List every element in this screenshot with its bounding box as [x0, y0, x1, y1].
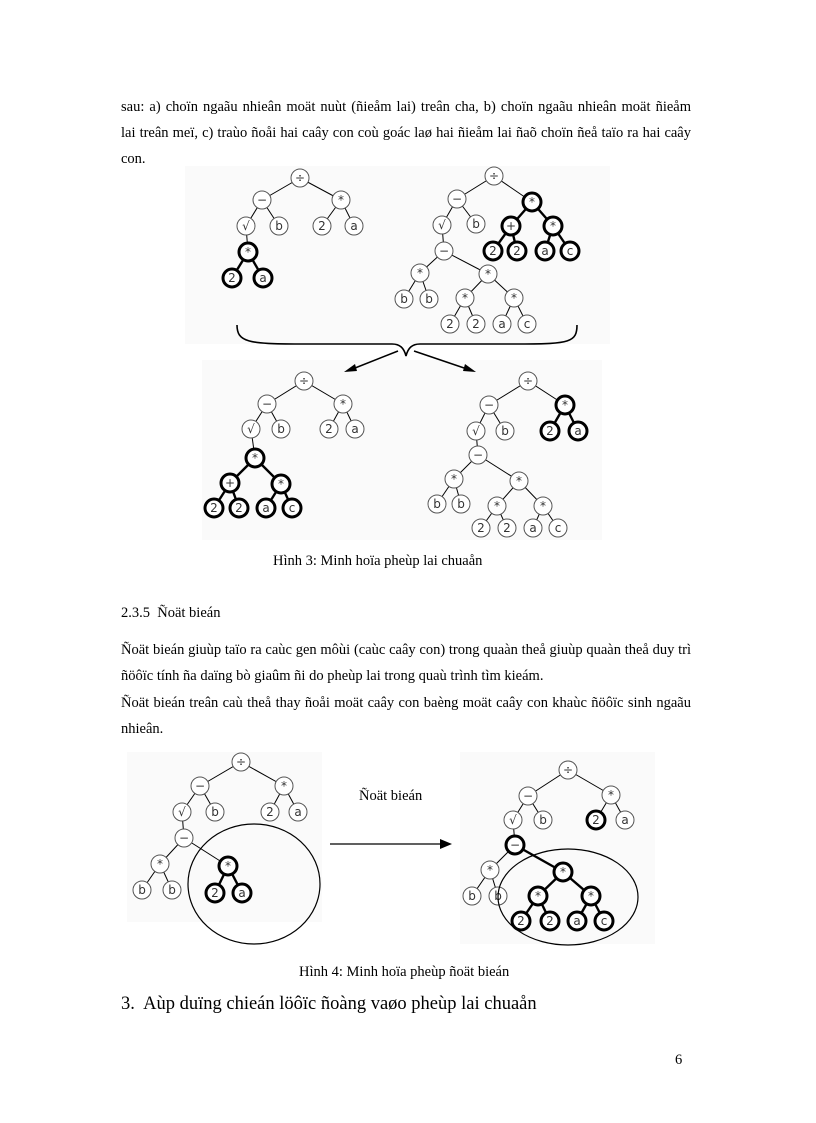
- tree-d-node-label: *: [451, 472, 457, 486]
- tree-b-node-label: c: [523, 317, 531, 331]
- tree-c-node-label: *: [340, 397, 346, 411]
- tree-b-node-multiply: [411, 264, 429, 282]
- tree-f-node-label: *: [588, 889, 594, 903]
- tree-e-node-multiply: [151, 855, 169, 873]
- tree-b-node-label: *: [550, 219, 556, 233]
- tree-c-node-c: [283, 499, 301, 517]
- tree-a-node-multiply: [332, 191, 350, 209]
- tree-a-node-label: a: [259, 271, 267, 285]
- tree-e-node-label: ÷: [235, 755, 247, 769]
- tree-b-node-a: [493, 315, 511, 333]
- page-number: 6: [675, 1052, 683, 1068]
- tree-e-node-sqrt: [173, 803, 191, 821]
- tree-b-node-label: *: [462, 291, 468, 305]
- tree-b-node-label: c: [566, 244, 574, 258]
- tree-a-node-b: [270, 217, 288, 235]
- tree-b-node-multiply: [523, 193, 541, 211]
- mutation-arrowhead: [440, 839, 452, 849]
- tree-f-node-c: [595, 912, 613, 930]
- tree-e-node-two: [206, 884, 224, 902]
- tree-b-node-label: a: [541, 244, 549, 258]
- tree-d-node-c: [549, 519, 567, 537]
- tree-f-node-b: [534, 811, 552, 829]
- tree-c-node-multiply: [272, 475, 290, 493]
- tree-c-node-two: [205, 499, 223, 517]
- tree-f-node-multiply: [602, 786, 620, 804]
- tree-c-node-label: ÷: [298, 374, 310, 388]
- tree-b-node-two: [508, 242, 526, 260]
- tree-d-node-a: [524, 519, 542, 537]
- tree-b-node-divide: [485, 167, 503, 185]
- mutation-p2-line-1: Ñoät bieán treân caù theå thay ñoåi moät caây con baèng moät caây con khaùc ñöôïc sinh ngaãu: [121, 695, 691, 711]
- tree-d-node-two: [472, 519, 490, 537]
- tree-b-node-label: 2: [513, 244, 521, 258]
- tree-b-node-label: b: [425, 292, 433, 306]
- tree-d-node-divide: [519, 372, 537, 390]
- tree-d-node-label: *: [540, 499, 546, 513]
- tree-a-node-sqrt: [237, 217, 255, 235]
- tree-e-node-minus: [175, 829, 193, 847]
- mutation-p2-line-2: nhieân.: [121, 721, 164, 737]
- tree-d-node-label: 2: [546, 424, 554, 438]
- tree-a-node-a: [254, 269, 272, 287]
- tree-c-node-label: +: [224, 476, 236, 490]
- tree-b-node-label: ÷: [488, 169, 500, 183]
- section-3-heading: [121, 994, 537, 1015]
- tree-d-node-multiply: [510, 472, 528, 490]
- tree-d-node-label: a: [529, 521, 537, 535]
- tree-e-node-label: a: [294, 805, 302, 819]
- tree-b-node-sqrt: [433, 216, 451, 234]
- tree-d-node-b: [452, 495, 470, 513]
- mutation-p1-line-2: ñöôïc tính ña daïng bò giaûm ñi do pheùp lai trong quaù trình tìm kieám.: [121, 668, 544, 684]
- intro-paragraph: [121, 94, 691, 172]
- tree-e-node-divide: [232, 753, 250, 771]
- tree-f-node-label: *: [487, 863, 493, 877]
- tree-d-node-two: [541, 422, 559, 440]
- tree-e-node-label: *: [157, 857, 163, 871]
- tree-e-node-b: [163, 881, 181, 899]
- tree-e-node-minus: [191, 777, 209, 795]
- tree-b-node-b: [395, 290, 413, 308]
- mutation-paragraph-2: [121, 690, 691, 742]
- tree-c-node-label: −: [261, 397, 273, 411]
- tree-b-node-multiply: [505, 289, 523, 307]
- tree-b-node-label: −: [438, 244, 450, 258]
- tree-f-node-label: *: [560, 865, 566, 879]
- tree-d-node-label: −: [483, 398, 495, 412]
- tree-d-node-label: c: [554, 521, 562, 535]
- tree-a-node-label: a: [350, 219, 358, 233]
- section-number: 2.3.5: [121, 605, 150, 621]
- tree-f-node-multiply: [554, 863, 572, 881]
- tree-c-node-sqrt: [242, 420, 260, 438]
- tree-d-node-two: [498, 519, 516, 537]
- intro-line-3: con.: [121, 151, 146, 167]
- tree-e-node-a: [233, 884, 251, 902]
- tree-f-node-label: a: [621, 813, 629, 827]
- tree-f-node-label: b: [494, 889, 502, 903]
- tree-b-node-two: [441, 315, 459, 333]
- tree-c-node-a: [257, 499, 275, 517]
- tree-b-node-label: 2: [489, 244, 497, 258]
- tree-b-node-minus: [435, 242, 453, 260]
- tree-e-node-label: b: [138, 883, 146, 897]
- intro-line-1: sau: a) choïn ngaãu nhieân moät nuùt (ñieåm lai) treân cha, b) choïn ngaãu nhieân moät ñieåm: [121, 99, 691, 115]
- tree-f-node-minus: [506, 836, 524, 854]
- tree-d-node-label: ÷: [522, 374, 534, 388]
- tree-b-node-c: [561, 242, 579, 260]
- tree-b-node-label: 2: [446, 317, 454, 331]
- tree-d-node-label: −: [472, 448, 484, 462]
- tree-f-node-two: [541, 912, 559, 930]
- tree-d-node-multiply: [534, 497, 552, 515]
- section-3-number: 3.: [121, 994, 135, 1014]
- figure-3-caption: Hình 3: Minh hoïa pheùp lai chuaån: [273, 553, 483, 569]
- tree-f-node-two: [587, 811, 605, 829]
- tree-d-node-multiply: [556, 396, 574, 414]
- tree-d-node-b: [428, 495, 446, 513]
- tree-d-node-multiply: [488, 497, 506, 515]
- tree-f-node-label: a: [573, 914, 581, 928]
- tree-e-node-label: b: [211, 805, 219, 819]
- tree-d-node-label: 2: [477, 521, 485, 535]
- tree-a-node-label: −: [256, 193, 268, 207]
- tree-c-node-multiply: [246, 449, 264, 467]
- tree-f-node-label: 2: [546, 914, 554, 928]
- tree-e-node-label: b: [168, 883, 176, 897]
- tree-f-node-label: b: [539, 813, 547, 827]
- tree-f-node-label: *: [535, 889, 541, 903]
- tree-c-node-divide: [295, 372, 313, 390]
- tree-f-node-label: 2: [592, 813, 600, 827]
- tree-b-node-label: b: [400, 292, 408, 306]
- tree-b-node-two: [467, 315, 485, 333]
- tree-b-node-label: *: [417, 266, 423, 280]
- tree-f-node-label: −: [509, 838, 521, 852]
- tree-b-node-label: √: [438, 218, 446, 232]
- tree-f-node-label: c: [600, 914, 608, 928]
- tree-a-node-label: *: [245, 245, 251, 259]
- figure-3-crossover-diagram: [180, 162, 610, 547]
- figure-4-caption: Hình 4: Minh hoïa pheùp ñoät bieán: [299, 964, 510, 980]
- tree-c-node-multiply: [334, 395, 352, 413]
- tree-a-node-two: [313, 217, 331, 235]
- tree-d-node-minus: [480, 396, 498, 414]
- tree-d-node-label: b: [433, 497, 441, 511]
- tree-a-node-a: [345, 217, 363, 235]
- tree-d-node-sqrt: [467, 422, 485, 440]
- tree-b-node-label: *: [485, 267, 491, 281]
- tree-e-node-multiply: [219, 857, 237, 875]
- tree-c-node-b: [272, 420, 290, 438]
- tree-d-node-multiply: [445, 470, 463, 488]
- tree-c-node-label: 2: [235, 501, 243, 515]
- tree-f-node-sqrt: [504, 811, 522, 829]
- tree-d-node-label: b: [501, 424, 509, 438]
- tree-d-node-label: *: [562, 398, 568, 412]
- tree-b-node-plus: [502, 217, 520, 235]
- tree-e-node-label: *: [225, 859, 231, 873]
- tree-f-node-label: b: [468, 889, 476, 903]
- tree-f-node-b: [463, 887, 481, 905]
- tree-d-node-label: √: [472, 424, 480, 438]
- tree-e-node-multiply: [275, 777, 293, 795]
- tree-e-node-b: [133, 881, 151, 899]
- tree-b-node-minus: [448, 190, 466, 208]
- tree-c-node-minus: [258, 395, 276, 413]
- tree-b-node-multiply: [544, 217, 562, 235]
- tree-a-node-label: √: [242, 219, 250, 233]
- tree-a-node-label: b: [275, 219, 283, 233]
- tree-c-node-label: a: [351, 422, 359, 436]
- tree-e-node-label: √: [178, 805, 186, 819]
- tree-f-node-a: [568, 912, 586, 930]
- tree-c-node-label: √: [247, 422, 255, 436]
- tree-a-node-label: *: [338, 193, 344, 207]
- tree-a-node-minus: [253, 191, 271, 209]
- tree-e-node-label: −: [178, 831, 190, 845]
- tree-d-node-label: *: [516, 474, 522, 488]
- tree-b-node-label: −: [451, 192, 463, 206]
- mutation-paragraph-1: [121, 637, 691, 689]
- tree-b-node-label: +: [505, 219, 517, 233]
- tree-c-node-label: 2: [325, 422, 333, 436]
- tree-a-node-two: [223, 269, 241, 287]
- tree-f-node-label: *: [608, 788, 614, 802]
- tree-e-node-two: [261, 803, 279, 821]
- tree-f-node-label: −: [522, 789, 534, 803]
- tree-f-node-divide: [559, 761, 577, 779]
- tree-b-node-two: [484, 242, 502, 260]
- mutation-p1-line-1: Ñoät bieán giuùp taïo ra caùc gen môùi (caùc caây con) trong quaàn theå giuùp quaàn theå duy trì: [121, 642, 691, 658]
- tree-c-node-label: *: [252, 451, 258, 465]
- tree-b-node-b: [420, 290, 438, 308]
- tree-c-node-label: 2: [210, 501, 218, 515]
- tree-c-node-label: b: [277, 422, 285, 436]
- tree-d-node-label: 2: [503, 521, 511, 535]
- tree-f-node-multiply: [529, 887, 547, 905]
- tree-e-node-label: −: [194, 779, 206, 793]
- tree-b-node-multiply: [479, 265, 497, 283]
- intro-line-2: lai treân meï, c) traùo ñoåi hai caây con coù goác laø hai ñieåm lai ñaõ choïn ñeå taïo ra hai caây: [121, 125, 691, 141]
- tree-f-node-label: ÷: [562, 763, 574, 777]
- tree-e-node-label: a: [238, 886, 246, 900]
- tree-c-node-label: *: [278, 477, 284, 491]
- tree-c-node-a: [346, 420, 364, 438]
- tree-b-node-label: 2: [472, 317, 480, 331]
- tree-c-node-two: [230, 499, 248, 517]
- tree-c-node-two: [320, 420, 338, 438]
- tree-f-node-two: [512, 912, 530, 930]
- tree-b-node-a: [536, 242, 554, 260]
- tree-a-node-multiply: [239, 243, 257, 261]
- tree-f-node-a: [616, 811, 634, 829]
- tree-e-node-a: [289, 803, 307, 821]
- tree-a-node-label: ÷: [294, 171, 306, 185]
- tree-b-node-label: *: [511, 291, 517, 305]
- tree-f-node-multiply: [481, 861, 499, 879]
- tree-c-node-label: c: [288, 501, 296, 515]
- tree-c-node-label: a: [262, 501, 270, 515]
- tree-e-node-label: 2: [211, 886, 219, 900]
- section-title: Ñoät bieán: [157, 605, 221, 621]
- tree-b-node-c: [518, 315, 536, 333]
- tree-b-node-multiply: [456, 289, 474, 307]
- tree-c-node-plus: [221, 474, 239, 492]
- tree-d-node-minus: [469, 446, 487, 464]
- tree-d-node-label: a: [574, 424, 582, 438]
- tree-d-node-b: [496, 422, 514, 440]
- tree-b-node-b: [467, 215, 485, 233]
- tree-b-node-label: a: [498, 317, 506, 331]
- section-3-title: Aùp duïng chieán löôïc ñoàng vaøo pheùp lai chuaån: [143, 994, 537, 1014]
- tree-d-node-a: [569, 422, 587, 440]
- tree-d-node-label: *: [494, 499, 500, 513]
- tree-e-node-label: *: [281, 779, 287, 793]
- tree-b-node-label: *: [529, 195, 535, 209]
- tree-a-node-label: 2: [318, 219, 326, 233]
- figure-4-mutation-diagram: [120, 745, 680, 950]
- tree-f-node-multiply: [582, 887, 600, 905]
- tree-a-node-label: 2: [228, 271, 236, 285]
- tree-d-node-label: b: [457, 497, 465, 511]
- tree-f-node-label: √: [509, 813, 517, 827]
- tree-b-node-label: b: [472, 217, 480, 231]
- tree-f-node-minus: [519, 787, 537, 805]
- tree-e-node-b: [206, 803, 224, 821]
- mutation-arrow-label: Ñoät bieán: [359, 788, 423, 804]
- tree-e-node-label: 2: [266, 805, 274, 819]
- tree-a-node-divide: [291, 169, 309, 187]
- section-heading: [121, 605, 220, 622]
- tree-f-node-label: 2: [517, 914, 525, 928]
